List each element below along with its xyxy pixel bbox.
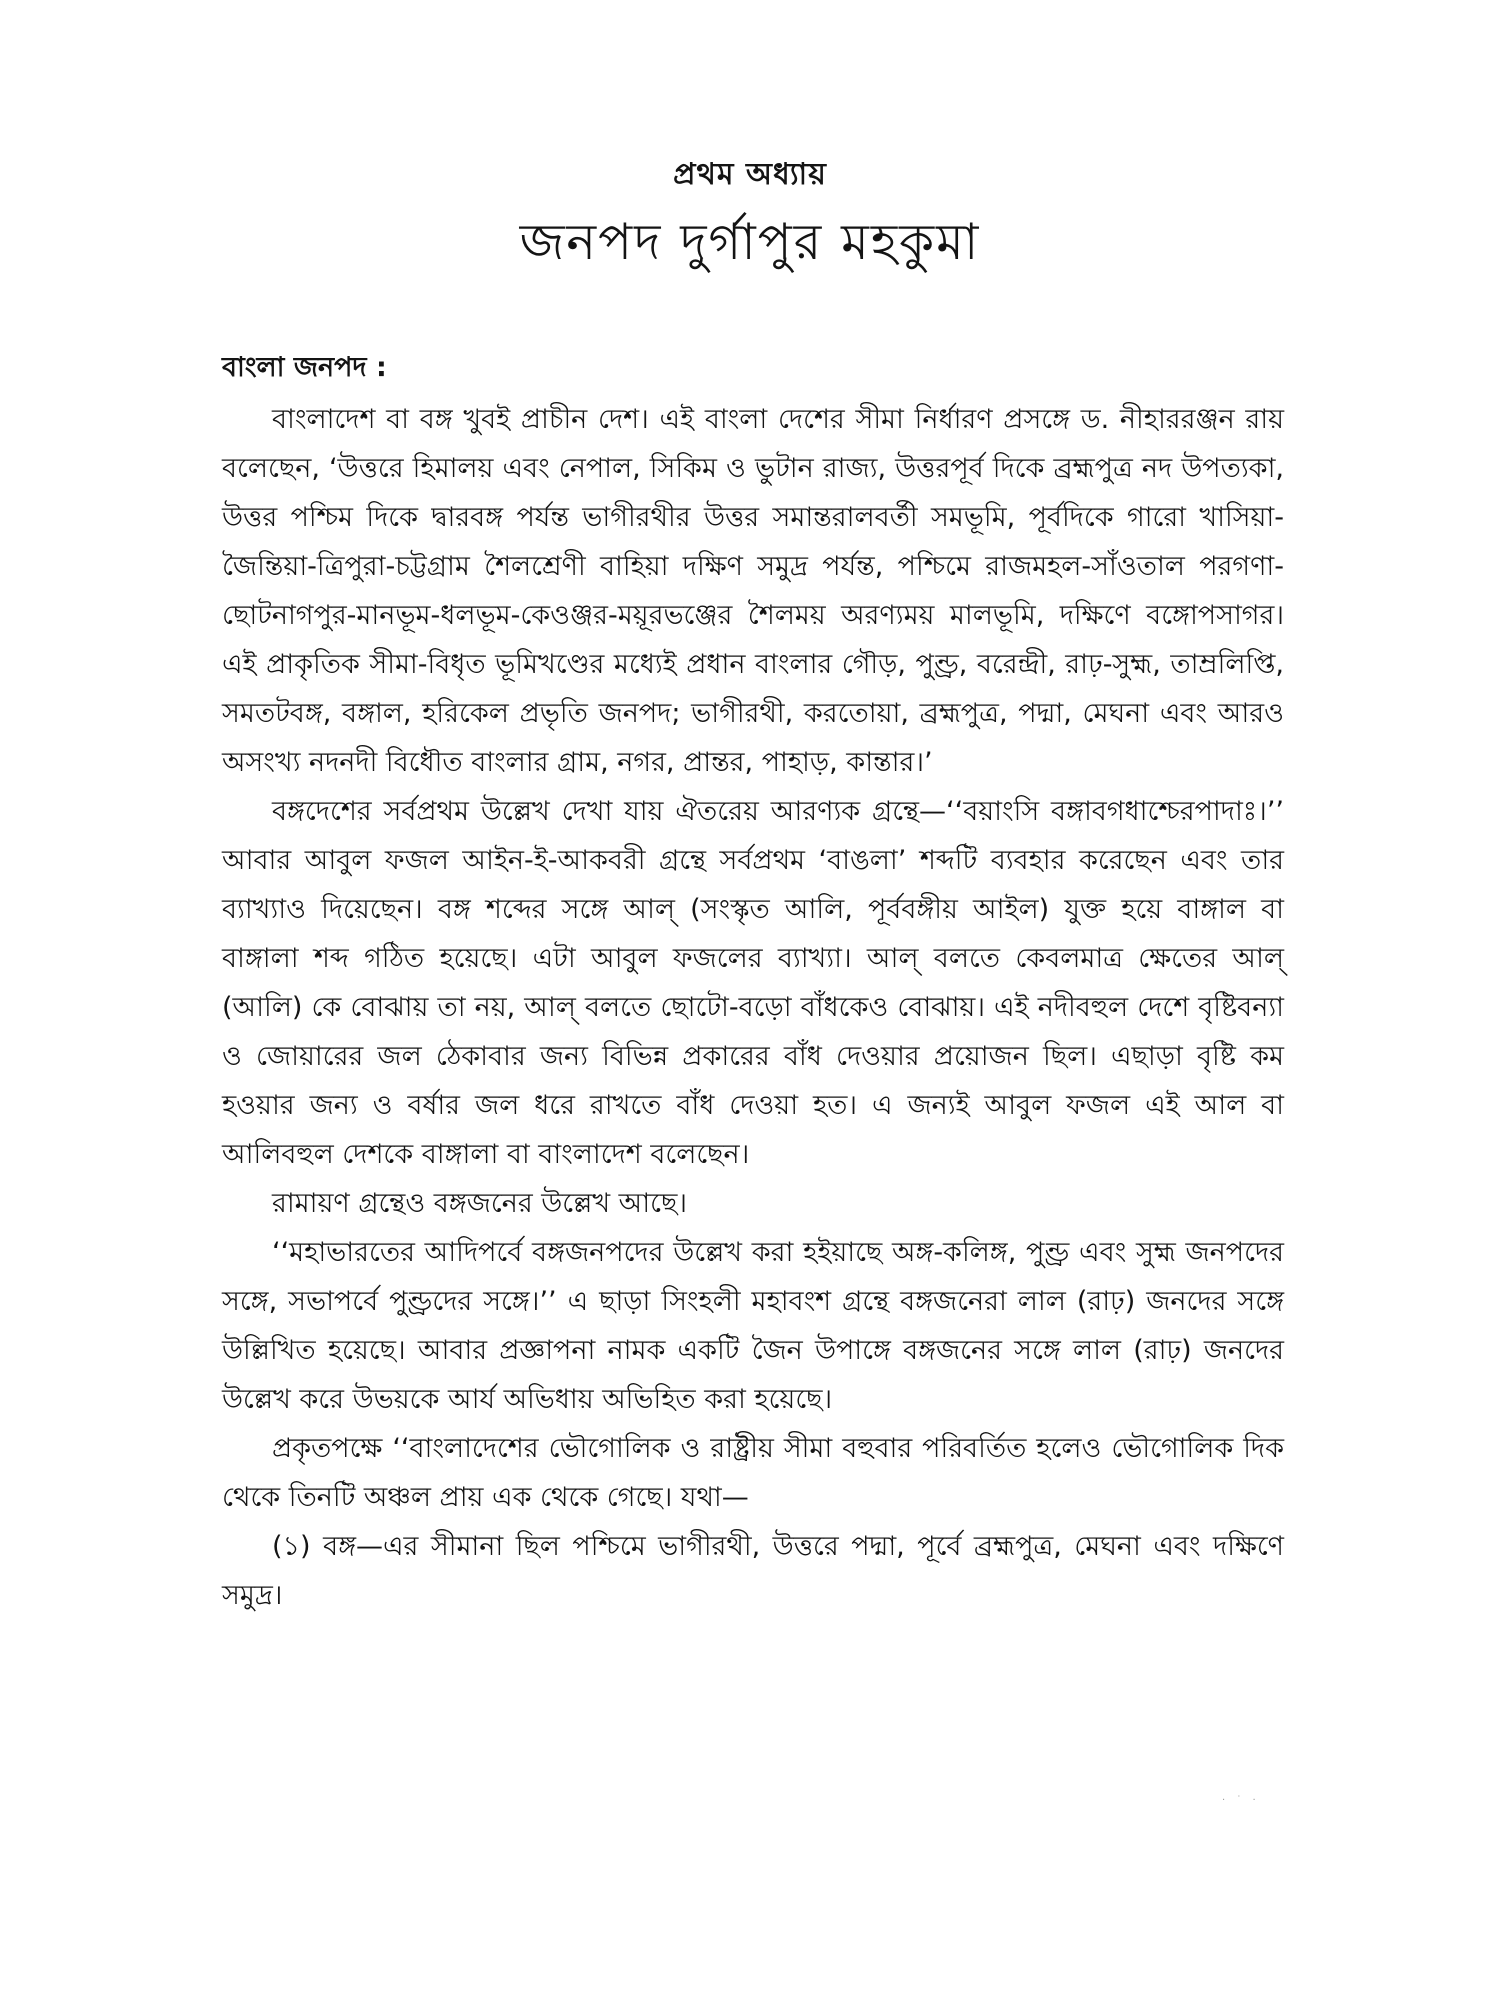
paragraph-2: বঙ্গদেশের সর্বপ্রথম উল্লেখ দেখা যায় ঐতরেয় আরণ্যক গ্রন্থে—‘‘বয়াংসি বঙ্গাবগধাশ্চেরপাদাঃ।’’ আবার আবুল ফজল আইন-ই-আকবরী গ্রন্থে সর্বপ্রথম ‘বাঙলা’ শব্দটি ব্যবহার করেছেন এবং তার ব্যাখ্যাও দিয়েছেন। বঙ্গ শব্দের সঙ্গে আল্ (সংস্কৃত আলি, পূর্ববঙ্গীয় আইল) যুক্ত হয়ে বাঙ্গাল বা বাঙ্গালা শব্দ গঠিত হয়েছে। এটা আবুল ফজলের ব্যাখ্যা। আল্ বলতে কেবলমাত্র ক্ষেতের আল্ (আলি) কে বোঝায় তা নয়, আল্ বলতে ছোটো-বড়ো বাঁধকেও বোঝায়। এই নদীবহুল দেশে বৃষ্টিবন্যা ও জোয়ারের জল ঠেকাবার জন্য বিভিন্ন প্রকারের বাঁধ দেওয়ার প্রয়োজন ছিল। এছাড়া বৃষ্টি কম হওয়ার জন্য ও বর্ষার জল ধরে রাখতে বাঁধ দেওয়া হত। এ জন্যই আবুল ফজল এই আল বা আলিবহুল দেশকে বাঙ্গালা বা বাংলাদেশ বলেছেন।	[222, 796, 1284, 1170]
paragraph-6: (১) বঙ্গ—এর সীমানা ছিল পশ্চিমে ভাগীরথী, উত্তরে পদ্মা, পূর্বে ব্রহ্মপুত্র, মেঘনা এবং দক্ষিণে সমুদ্র।	[222, 1531, 1284, 1611]
chapter-label: প্রথম অধ্যায়	[673, 157, 827, 192]
paragraph-5: প্রকৃতপক্ষে ‘‘বাংলাদেশের ভৌগোলিক ও রাষ্ট্রীয় সীমা বহুবার পরিবর্তিত হলেও ভৌগোলিক দিক থেকে তিনটি অঞ্চল প্রায় এক থেকে গেছে। যথা—	[222, 1433, 1284, 1513]
body-text	[222, 345, 1284, 1620]
paragraph-1: বাংলাদেশ বা বঙ্গ খুবই প্রাচীন দেশ। এই বাংলা দেশের সীমা নির্ধারণ প্রসঙ্গে ড. নীহাররঞ্জন রায় বলেছেন, ‘উত্তরে হিমালয় এবং নেপাল, সিকিম ও ভুটান রাজ্য, উত্তরপূর্ব দিকে ব্রহ্মপুত্র নদ উপত্যকা, উত্তর পশ্চিম দিকে দ্বারবঙ্গ পর্যন্ত ভাগীরথীর উত্তর সমান্তরালবর্তী সমভূমি, পূর্বদিকে গারো খাসিয়া-জৈন্তিয়া-ত্রিপুরা-চট্টগ্রাম শৈলশ্রেণী বাহিয়া দক্ষিণ সমুদ্র পর্যন্ত, পশ্চিমে রাজমহল-সাঁওতাল পরগণা-ছোটনাগপুর-মানভূম-ধলভূম-কেওঞ্জর-ময়ূরভঞ্জের শৈলময় অরণ্যময় মালভূমি, দক্ষিণে বঙ্গোপসাগর। এই প্রাকৃতিক সীমা-বিধৃত ভূমিখণ্ডের মধ্যেই প্রধান বাংলার গৌড়, পুণ্ড্র, বরেন্দ্রী, রাঢ়-সুহ্ম, তাম্রলিপ্তি, সমতটবঙ্গ, বঙ্গাল, হরিকেল প্রভৃতি জনপদ; ভাগীরথী, করতোয়া, ব্রহ্মপুত্র, পদ্মা, মেঘনা এবং আরও অসংখ্য নদনদী বিধৌত বাংলার গ্রাম, নগর, প্রান্তর, পাহাড়, কান্তার।’	[222, 404, 1284, 778]
scan-speckle: · ˙ ·	[1222, 1795, 1260, 1806]
section-heading: বাংলা জনপদ :	[222, 352, 387, 383]
paragraph-4: ‘‘মহাভারতের আদিপর্বে বঙ্গজনপদের উল্লেখ করা হইয়াছে অঙ্গ-কলিঙ্গ, পুণ্ড্র এবং সুহ্ম জনপদের সঙ্গে, সভাপর্বে পুণ্ড্রদের সঙ্গে।’’ এ ছাড়া সিংহলী মহাবংশ গ্রন্থে বঙ্গজনেরা লাল (রাঢ়) জনদের সঙ্গে উল্লিখিত হয়েছে। আবার প্রজ্ঞাপনা নামক একটি জৈন উপাঙ্গে বঙ্গজনের সঙ্গে লাল (রাঢ়) জনদের উল্লেখ করে উভয়কে আর্য অভিধায় অভিহিত করা হয়েছে।	[222, 1237, 1284, 1415]
paragraph-3: রামায়ণ গ্রন্থেও বঙ্গজনের উল্লেখ আছে।	[272, 1188, 688, 1219]
chapter-title: জনপদ দুর্গাপুর মহকুমা	[519, 213, 981, 271]
